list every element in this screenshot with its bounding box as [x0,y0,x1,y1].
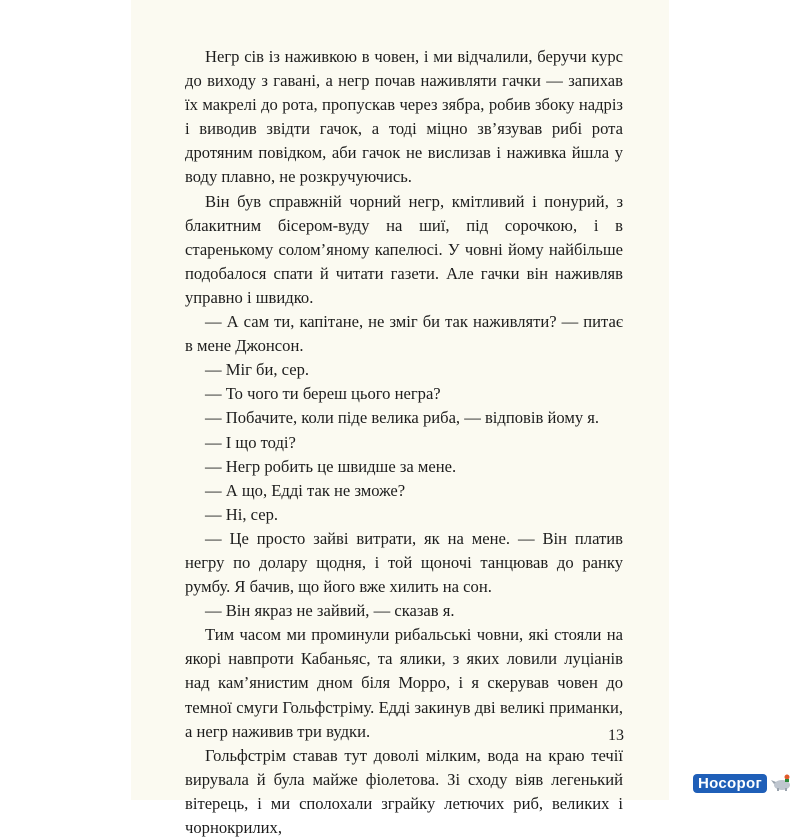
paragraph: Гольфстрім ставав тут доволі мілким, вода на краю течії вирувала й була майже фіолетова. Зі сходу віяв легенький вітерець, і ми сполохали зграйку летючих риб, великих і чорнокрилих, [185,744,623,840]
dialogue-line: — І що тоді? [185,431,623,455]
page-text [185,45,623,840]
watermark [693,772,792,794]
watermark-text: Носорог [693,774,767,793]
dialogue-line: — Це просто зайві витрати, як на мене. — Він платив негру по долару щодня, і той щоночі танцював до ранку румбу. Я бачив, що його вже хилить на сон. [185,527,623,599]
dialogue-line: — Ні, сер. [185,503,623,527]
dialogue-line: — Він якраз не зайвий, — сказав я. [185,599,623,623]
dialogue-line: — А сам ти, капітане, не зміг би так наживляти? — питає в мене Джонсон. [185,310,623,358]
paragraph: Тим часом ми проминули рибальські човни, які стояли на якорі навпроти Кабаньяс, та ялики, з яких ловили луціанів над кам’янистим дном біля Морро, і я скерував човен до темної смуги Гольфстріму. Едді закинув дві великі приманки, а негр наживив три вудки. [185,623,623,743]
paragraph: Він був справжній чорний негр, кмітливий і понурий, з блакитним бісером-вуду на шиї, під сорочкою, і в старенькому солом’яному капелюсі. У човні йому найбільше подобалося спати й читати газети. Але гачки він наживляв управно і швидко. [185,190,623,310]
page-number: 13 [560,727,624,745]
dialogue-line: — Негр робить це швидше за мене. [185,455,623,479]
dialogue-line: — А що, Едді так не зможе? [185,479,623,503]
dialogue-line: — Міг би, сер. [185,358,623,382]
paragraph: Негр сів із наживкою в човен, і ми відчалили, беручи курс до виходу з гавані, а негр почав наживляти гачки — запихав їх макрелі до рота, пропускав через зябра, робив збоку надріз і виводив звідти гачок, а тоді міцно зв’язував рибі рота дротяним повідком, аби гачок не вислизав і наживка йшла у воду плавно, не розкручуючись. [185,45,623,190]
dialogue-line: — Побачите, коли піде велика риба, — відповів йому я. [185,406,623,430]
dialogue-line: — То чого ти береш цього негра? [185,382,623,406]
rhino-icon [770,773,792,793]
